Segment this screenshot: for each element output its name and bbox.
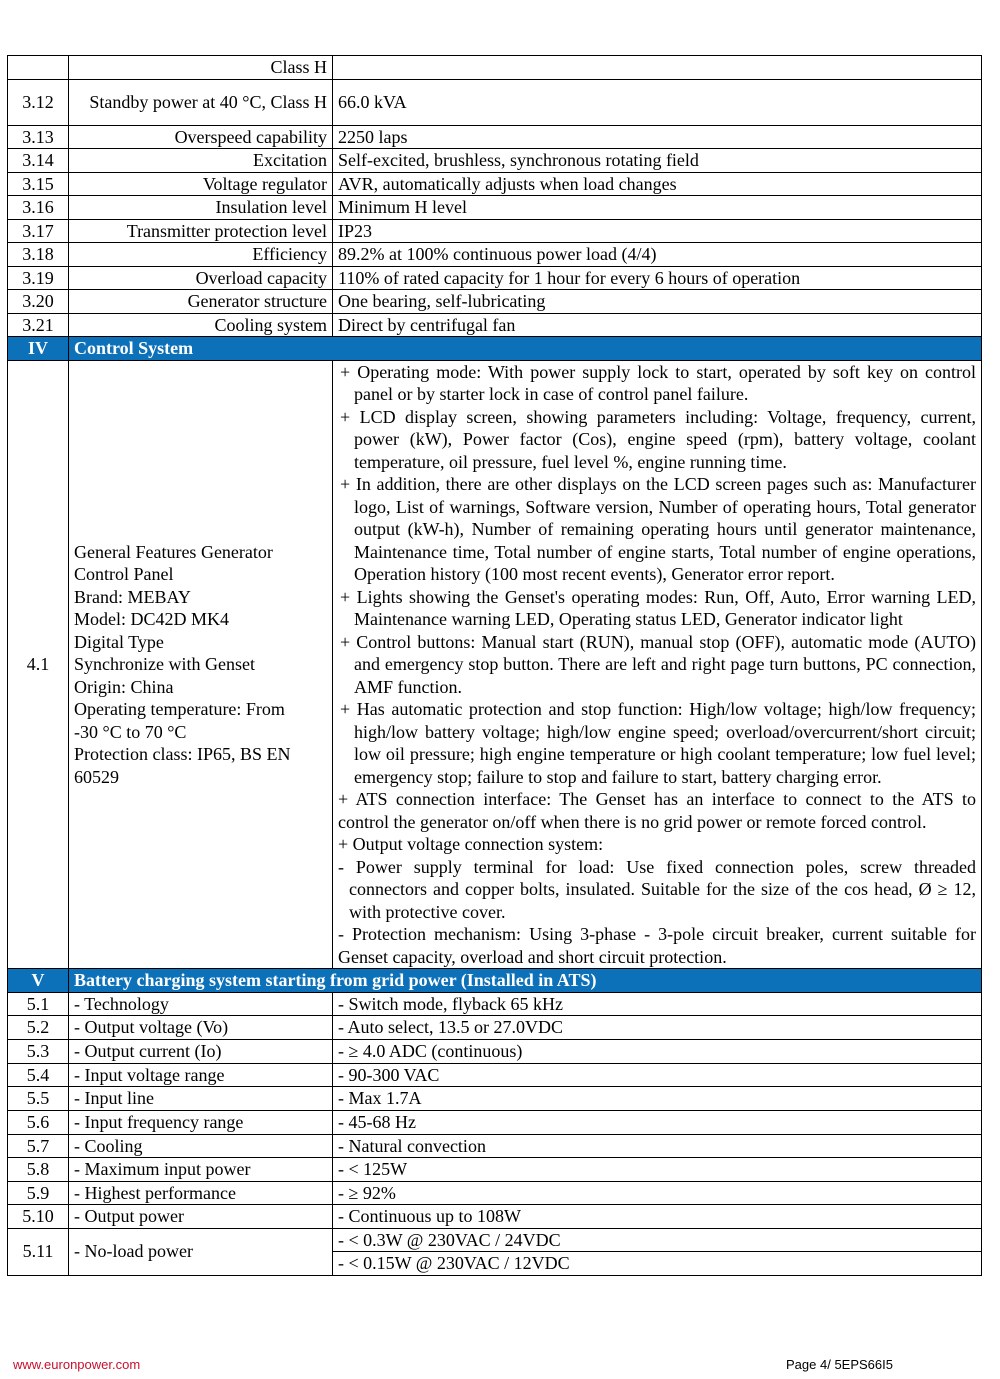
row-number: 3.17 <box>8 219 69 243</box>
row-value: AVR, automatically adjusts when load changes <box>333 172 982 196</box>
row-value: - Switch mode, flyback 65 kHz <box>333 992 982 1016</box>
control-panel-label <box>69 360 333 969</box>
row-number: 5.10 <box>8 1205 69 1229</box>
section-header-battery-charging <box>8 969 982 993</box>
section-title: Control System <box>69 337 982 361</box>
table-row <box>8 243 982 267</box>
row-number: 5.5 <box>8 1087 69 1111</box>
row-label: - Input voltage range <box>69 1063 333 1087</box>
row-value: - Max 1.7A <box>333 1087 982 1111</box>
row-value: - 90-300 VAC <box>333 1063 982 1087</box>
control-panel-row <box>8 360 982 969</box>
row-value: - Auto select, 13.5 or 27.0VDC <box>333 1016 982 1040</box>
row-number: 3.13 <box>8 125 69 149</box>
row-number: 3.20 <box>8 290 69 314</box>
label-line: 60529 <box>74 766 119 787</box>
row-value: - ≥ 92% <box>333 1181 982 1205</box>
row-label: Excitation <box>69 149 333 173</box>
row-label: - Maximum input power <box>69 1158 333 1182</box>
row-label: Voltage regulator <box>69 172 333 196</box>
row-number: 3.14 <box>8 149 69 173</box>
row-value: 2250 laps <box>333 125 982 149</box>
row-value: - 45-68 Hz <box>333 1110 982 1134</box>
row-number <box>8 56 69 80</box>
label-line: Operating temperature: From <box>74 699 285 719</box>
table-row <box>8 1087 982 1111</box>
row-label: - Input frequency range <box>69 1110 333 1134</box>
row-value: Self-excited, brushless, synchronous rotating field <box>333 149 982 173</box>
row-number: 4.1 <box>8 360 69 969</box>
row-value: IP23 <box>333 219 982 243</box>
row-number: 3.12 <box>8 79 69 125</box>
table-row <box>8 1110 982 1134</box>
row-label: - Output current (Io) <box>69 1039 333 1063</box>
row-number: 5.2 <box>8 1016 69 1040</box>
row-number: 3.16 <box>8 196 69 220</box>
row-label: Overspeed capability <box>69 125 333 149</box>
row-label: Standby power at 40 °C, Class H <box>69 79 333 125</box>
table-row <box>8 172 982 196</box>
row-number: 5.1 <box>8 992 69 1016</box>
row-value: 89.2% at 100% continuous power load (4/4) <box>333 243 982 267</box>
feature-paragraph: + Has automatic protection and stop function: High/low voltage; high/low frequency; high/low battery voltage; high/low engine speed; overload/overcurrent/short circuit; low oil pressure; high engine temperature or high coolant temperature; low fuel level; emergency stop; failure to stop and failure to start, battery charging error. <box>340 699 976 787</box>
label-line: General Features Generator <box>74 541 273 562</box>
row-label: Class H <box>69 56 333 80</box>
row-value: - < 125W <box>333 1158 982 1182</box>
row-value <box>333 56 982 80</box>
table-row <box>8 1228 982 1252</box>
table-row <box>8 266 982 290</box>
table-row <box>8 290 982 314</box>
row-value: One bearing, self-lubricating <box>333 290 982 314</box>
row-number: 5.3 <box>8 1039 69 1063</box>
row-label: - Output voltage (Vo) <box>69 1016 333 1040</box>
output-heading: + Output voltage connection system: <box>338 834 604 854</box>
row-label: Efficiency <box>69 243 333 267</box>
footer-website-link[interactable]: www.euronpower.com <box>13 1357 141 1372</box>
row-number: 5.6 <box>8 1110 69 1134</box>
label-line: Digital Type <box>74 631 164 652</box>
row-number: 5.8 <box>8 1158 69 1182</box>
row-label: - Output power <box>69 1205 333 1229</box>
footer-page-number: Page 4/ 5EPS66I5 <box>786 1357 893 1372</box>
section-title: Battery charging system starting from grid power (Installed in ATS) <box>69 969 982 993</box>
table-row <box>8 219 982 243</box>
label-line: -30 °C to 70 °C <box>74 721 187 742</box>
row-label: - Cooling <box>69 1134 333 1158</box>
section-number: IV <box>8 337 69 361</box>
table-row <box>8 196 982 220</box>
row-value: - Natural convection <box>333 1134 982 1158</box>
table-row <box>8 1063 982 1087</box>
table-row <box>8 1181 982 1205</box>
row-value: Direct by centrifugal fan <box>333 313 982 337</box>
row-number: 5.9 <box>8 1181 69 1205</box>
table-row <box>8 149 982 173</box>
spec-table <box>7 55 982 1276</box>
table-row <box>8 992 982 1016</box>
row-label: - Input line <box>69 1087 333 1111</box>
row-label: Cooling system <box>69 313 333 337</box>
row-value: - < 0.3W @ 230VAC / 24VDC <box>333 1228 982 1252</box>
row-number: 3.19 <box>8 266 69 290</box>
protection-paragraph: - Protection mechanism: Using 3-phase - 3-pole circuit breaker, current suitable for Genset capacity, overload and short circuit protection. <box>338 924 976 967</box>
table-row <box>8 1134 982 1158</box>
label-line: Protection class: IP65, BS EN <box>74 744 291 764</box>
label-line: Control Panel <box>74 564 174 584</box>
row-value: 110% of rated capacity for 1 hour for every 6 hours of operation <box>333 266 982 290</box>
table-row <box>8 125 982 149</box>
table-row <box>8 1039 982 1063</box>
row-number: 5.7 <box>8 1134 69 1158</box>
row-number: 3.15 <box>8 172 69 196</box>
feature-paragraph: + Operating mode: With power supply lock to start, operated by soft key on control panel or by starter lock in case of control panel failure. <box>340 361 976 404</box>
control-panel-description <box>333 360 982 969</box>
section-header-control-system <box>8 337 982 361</box>
feature-paragraph: + LCD display screen, showing parameters including: Voltage, frequency, current, power (kW), Power factor (Cos), engine speed (rpm), battery voltage, coolant temperature, oil pressure, fuel level %, engine running time. <box>340 406 976 472</box>
feature-paragraph: + Lights showing the Genset's operating modes: Run, Off, Auto, Error warning LED, Maintenance warning LED, Operating status LED, Generator indicator light <box>340 586 976 629</box>
row-label: - Highest performance <box>69 1181 333 1205</box>
table-row <box>8 1205 982 1229</box>
row-label: - No-load power <box>69 1228 333 1275</box>
feature-paragraph: + In addition, there are other displays on the LCD screen pages such as: Manufacturer logo, List of warnings, Software version, Number of operating hours, Total generator output (kW-h), Number of remaining operating hours until generator maintenance, Maintenance time, Total number of engine starts, Total number of engine operations, Operation history (100 most recent events), Generator error report. <box>340 474 976 584</box>
terminal-paragraph: - Power supply terminal for load: Use fixed connection poles, screw threaded connectors and copper bolts, insulated. Suitable for the size of the cos head, Ø ≥ 12, with protective cover. <box>338 856 976 922</box>
feature-paragraph: + Control buttons: Manual start (RUN), manual stop (OFF), automatic mode (AUTO) and emergency stop button. There are left and right page turn buttons, PC connection, AMF function. <box>340 631 976 697</box>
section-number: V <box>8 969 69 993</box>
table-row <box>8 1016 982 1040</box>
row-label: Generator structure <box>69 290 333 314</box>
table-row <box>8 1158 982 1182</box>
table-row <box>8 79 982 125</box>
row-number: 3.18 <box>8 243 69 267</box>
row-number: 5.11 <box>8 1228 69 1275</box>
row-value: Minimum H level <box>333 196 982 220</box>
row-label: Transmitter protection level <box>69 219 333 243</box>
row-value: 66.0 kVA <box>333 79 982 125</box>
row-number: 3.21 <box>8 313 69 337</box>
row-number: 5.4 <box>8 1063 69 1087</box>
row-value: - ≥ 4.0 ADC (continuous) <box>333 1039 982 1063</box>
row-value: - Continuous up to 108W <box>333 1205 982 1229</box>
row-label: Overload capacity <box>69 266 333 290</box>
page-footer <box>7 1355 981 1379</box>
label-line: Synchronize with Genset <box>74 654 255 674</box>
label-line: Origin: China <box>74 676 174 697</box>
row-label: - Technology <box>69 992 333 1016</box>
label-line: Brand: MEBAY <box>74 586 191 607</box>
ats-paragraph: + ATS connection interface: The Genset has an interface to connect to the ATS to control the generator on/off when there is no grid power or remote forced control. <box>338 789 976 832</box>
table-row <box>8 56 982 80</box>
label-line: Model: DC42D MK4 <box>74 609 230 629</box>
table-row <box>8 313 982 337</box>
row-value: - < 0.15W @ 230VAC / 12VDC <box>333 1252 982 1276</box>
row-label: Insulation level <box>69 196 333 220</box>
